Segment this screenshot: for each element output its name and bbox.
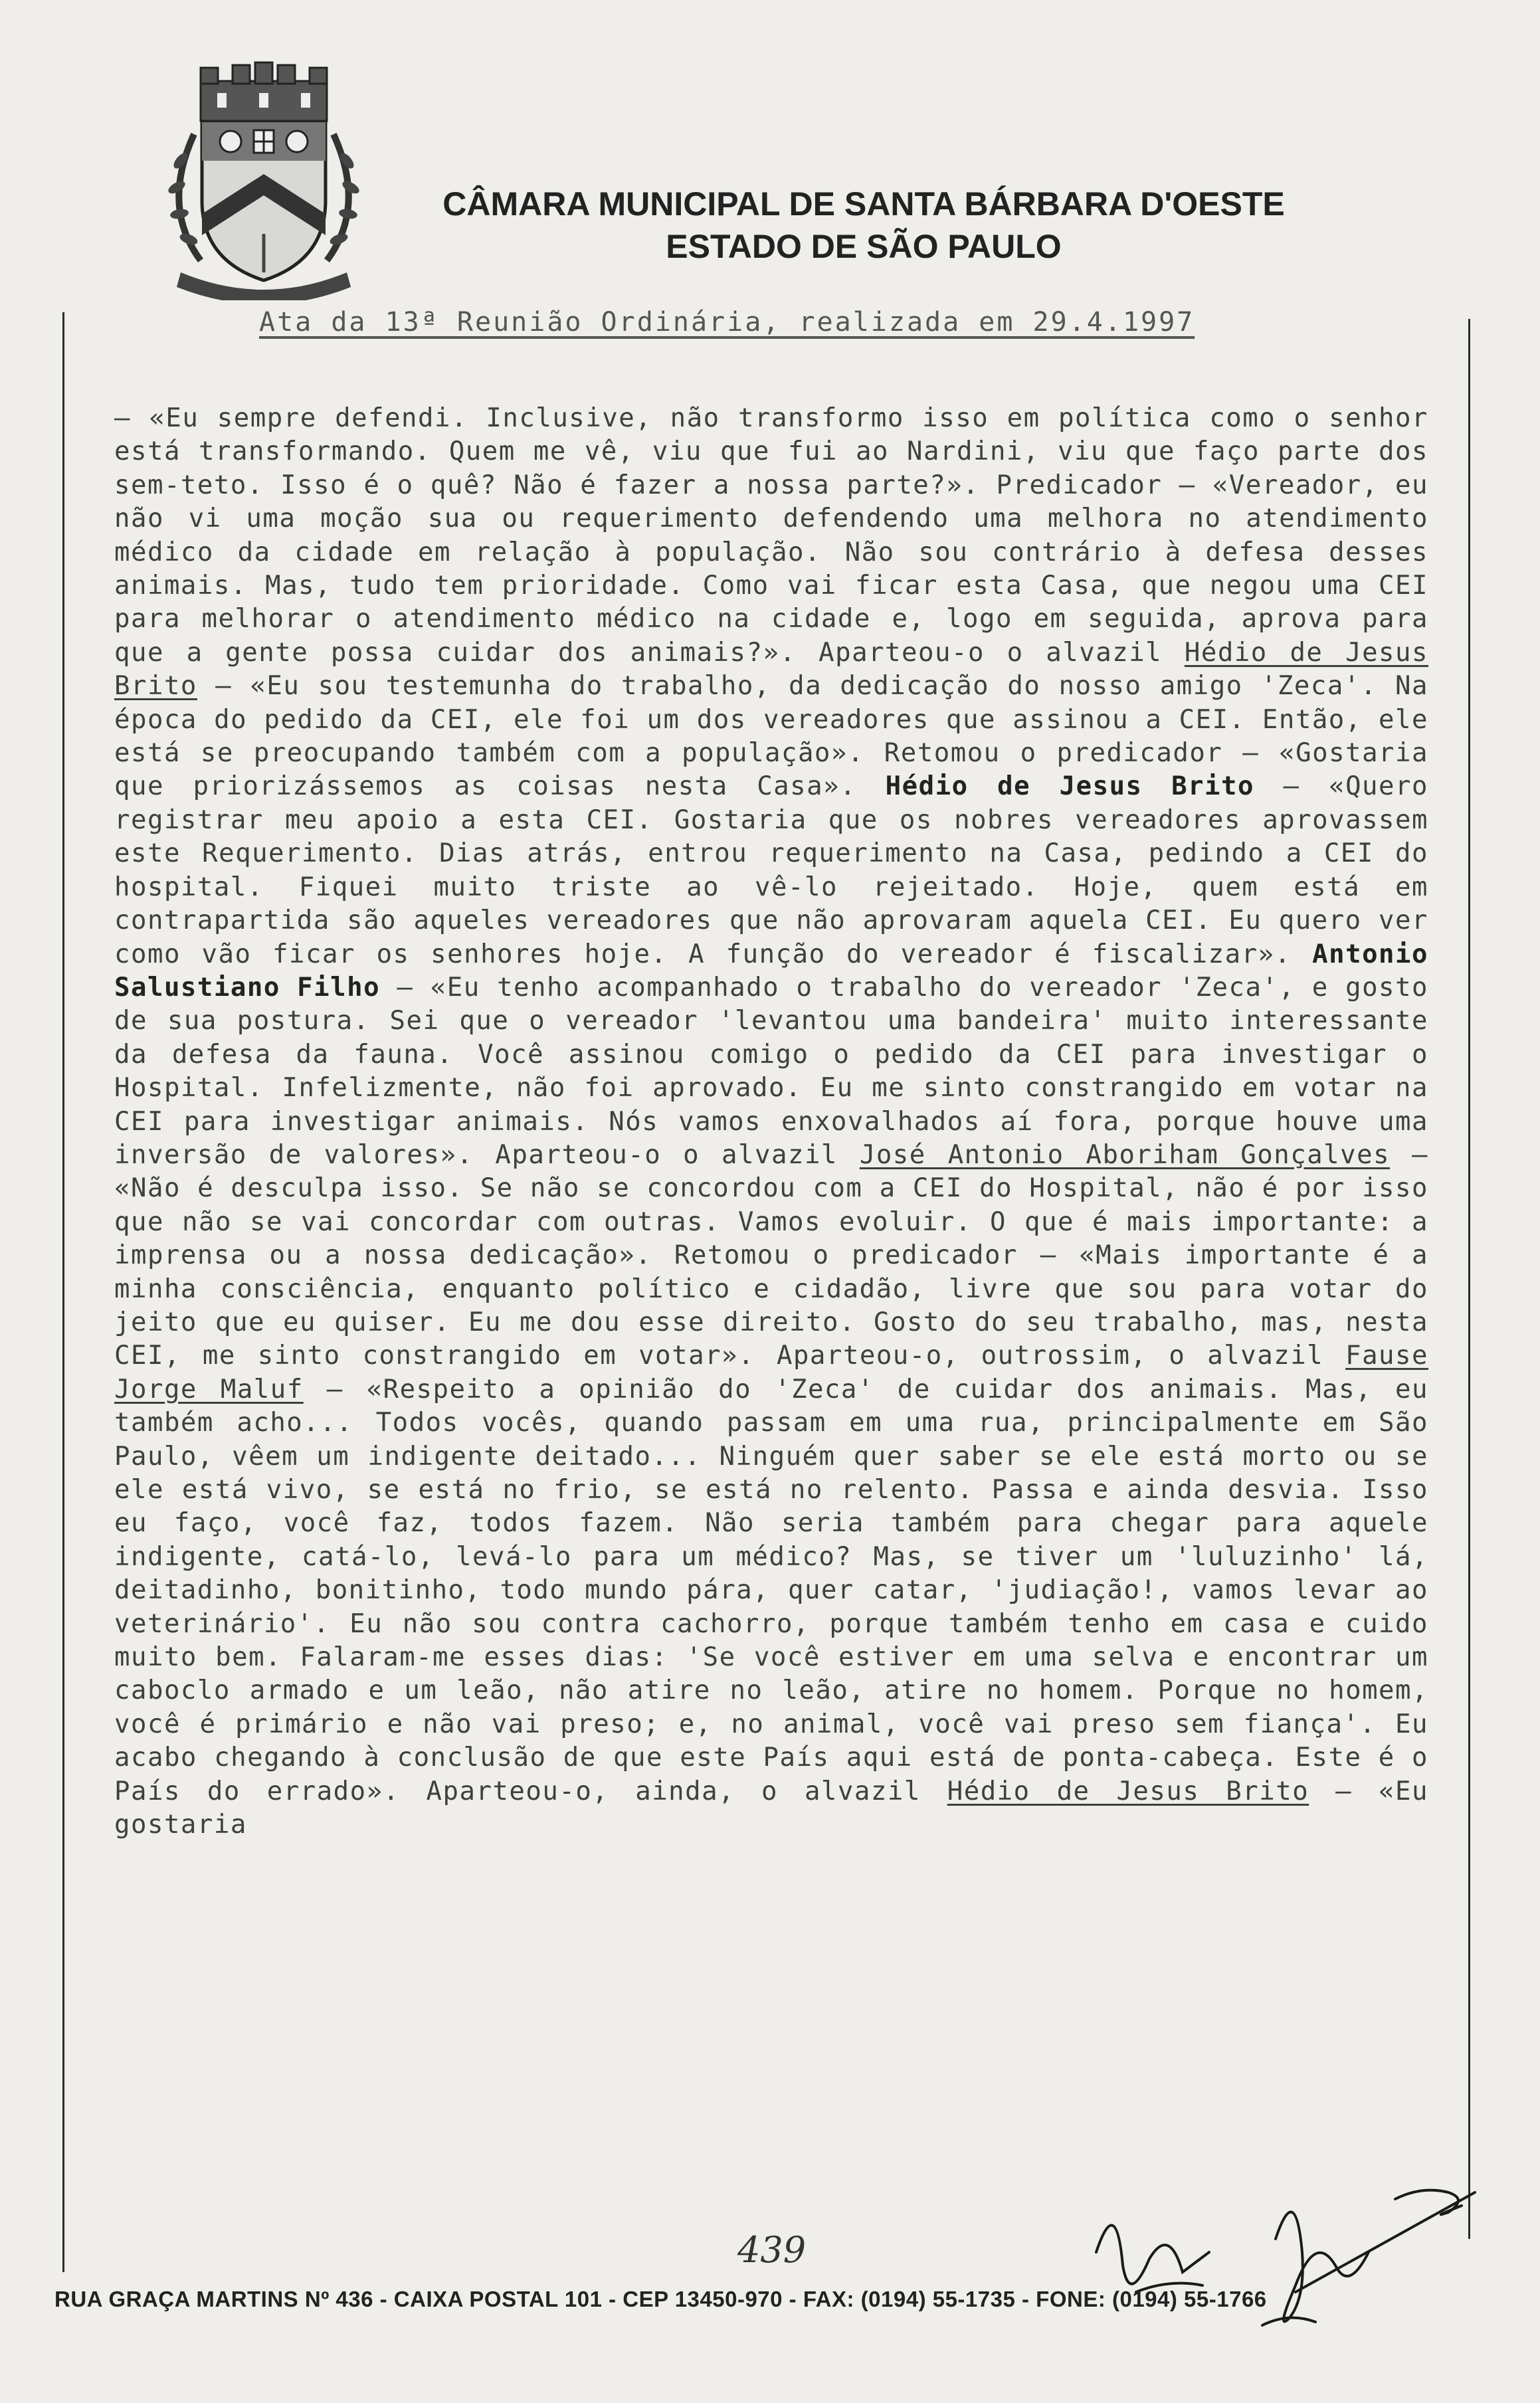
text-segment: – «Não é desculpa isso. Se não se concordou com a CEI do Hospital, não é por isso que não se vai concordar com outras. Vamos evoluir. O que é mais importante: a imprensa ou a nossa dedicação». Retomou o predicador – «Mais importante é a minha consciência, enquanto político e cidadão, livre que sou para votar do jeito que eu quiser. Eu me dou esse direito. Gosto do seu trabalho, mas, nesta CEI, me sinto constrangido em votar». Aparteou-o, outrossim, o alvazil [114, 1139, 1428, 1371]
right-margin-rule [1468, 319, 1470, 2239]
speaker-name: Hédio de Jesus Brito [885, 771, 1254, 802]
speaker-name: José Antonio Aboriham Gonçalves [859, 1139, 1391, 1170]
text-segment: – «Eu sou testemunha do trabalho, da dedicação do nosso amigo 'Zeca'. Na época do pedido da CEI, ele foi um dos vereadores que assinou a CEI. Então, ele está se preocupando também com a população». Retomou o predicador – «Gostaria que priorizássemos as coisas nesta Casa». [114, 671, 1428, 802]
text-segment: – «Respeito a opinião do 'Zeca' de cuidar dos animais. Mas, eu também acho... Todos vocês, quando passam em uma rua, principalmente em São Paulo, vêem um indigente deitado... Ninguém quer saber se ele está morto ou se ele está vivo, se está no frio, se está no relento. Passa e ainda desvia. Isso eu faço, você faz, todos fazem. Não seria também para chegar para aquele indigente, catá-lo, levá-lo para um médico? Mas, se tiver um 'luluzinho' lá, deitadinho, bonitinho, todo mundo pára, quer catar, 'judiação!, vamos levar ao veterinário'. Eu não sou contra cachorro, porque também tenho em casa e cuido muito bem. Falaram-me esses dias: 'Se você estiver em uma selva e encontrar um caboclo armado e um leão, não atire no leão, atire no homem. Porque no homem, você é primário e não vai preso; e, no animal, você vai preso sem fiança'. Eu acabo chegando à conclusão de que este País aqui está de ponta-cabeça. Este é o País do errado». Aparteou-o, ainda, o alvazil [114, 1374, 1428, 1806]
text-segment: – «Eu sempre defendi. Inclusive, não transformo isso em política como o senhor está transformando. Quem me vê, viu que fui ao Nardini, viu que faço parte dos sem-teto. Isso é o quê? Não é fazer a nossa parte?». Predicador – «Vereador, eu não vi uma moção sua ou requerimento defendendo uma melhora no atendimento médico da cidade em relação à população. Não sou contrário à defesa desses animais. Mas, tudo tem prioridade. Como vai ficar esta Casa, que negou uma CEI para melhorar o atendimento médico na cidade e, logo em seguida, aprova para que a gente possa cuidar dos animais?». Aparteou-o o alvazil [114, 403, 1428, 668]
speaker-name: Antonio Salustiano Filho [114, 939, 1428, 1003]
minutes-title: Ata da 13ª Reunião Ordinária, realizada em 29.4.1997 [259, 307, 1195, 337]
minutes-body [114, 402, 1428, 1842]
institution-name: CÂMARA MUNICIPAL DE SANTA BÁRBARA D'OESTE [442, 185, 1285, 223]
speaker-name: Hédio de Jesus Brito [947, 1776, 1309, 1806]
text-segment: – «Eu tenho acompanhado o trabalho do vereador 'Zeca', e gosto de sua postura. Sei que o vereador 'levantou uma bandeira' muito interessante da defesa da fauna. Você assinou comigo o pedido da CEI para investigar o Hospital. Infelizmente, não foi aprovado. Eu me sinto constrangido em votar na CEI para investigar animais. Nós vamos enxovalhados aí fora, porque houve uma inversão de valores». Aparteou-o o alvazil [114, 972, 1428, 1170]
text-segment: – «Eu gostaria [114, 1776, 1428, 1840]
handwritten-signatures [1076, 2153, 1488, 2352]
speaker-name: Fause Jorge Maluf [114, 1341, 1428, 1404]
left-margin-rule [62, 312, 64, 2272]
page-number: 439 [737, 2229, 807, 2271]
contact-footer: RUA GRAÇA MARTINS Nº 436 - CAIXA POSTAL 101 - CEP 13450-970 - FAX: (0194) 55-1735 - FONE: (0194) 55-1766 [54, 2287, 1267, 2311]
text-segment: – «Quero registrar meu apoio a esta CEI. Gostaria que os nobres vereadores aprovassem este Requerimento. Dias atrás, entrou requerimento na Casa, pedindo a CEI do hospital. Fiquei muito triste ao vê-lo rejeitado. Hoje, quem está em contrapartida são aqueles vereadores que não aprovaram aquela CEI. Eu quero ver como vão ficar os senhores hoje. A função do vereador é fiscalizar». [114, 771, 1428, 969]
speaker-name: Hédio de Jesus Brito [114, 637, 1428, 702]
state-name: ESTADO DE SÃO PAULO [666, 228, 1062, 265]
municipal-crest-emblem [154, 61, 373, 300]
institution-header [399, 183, 1329, 268]
